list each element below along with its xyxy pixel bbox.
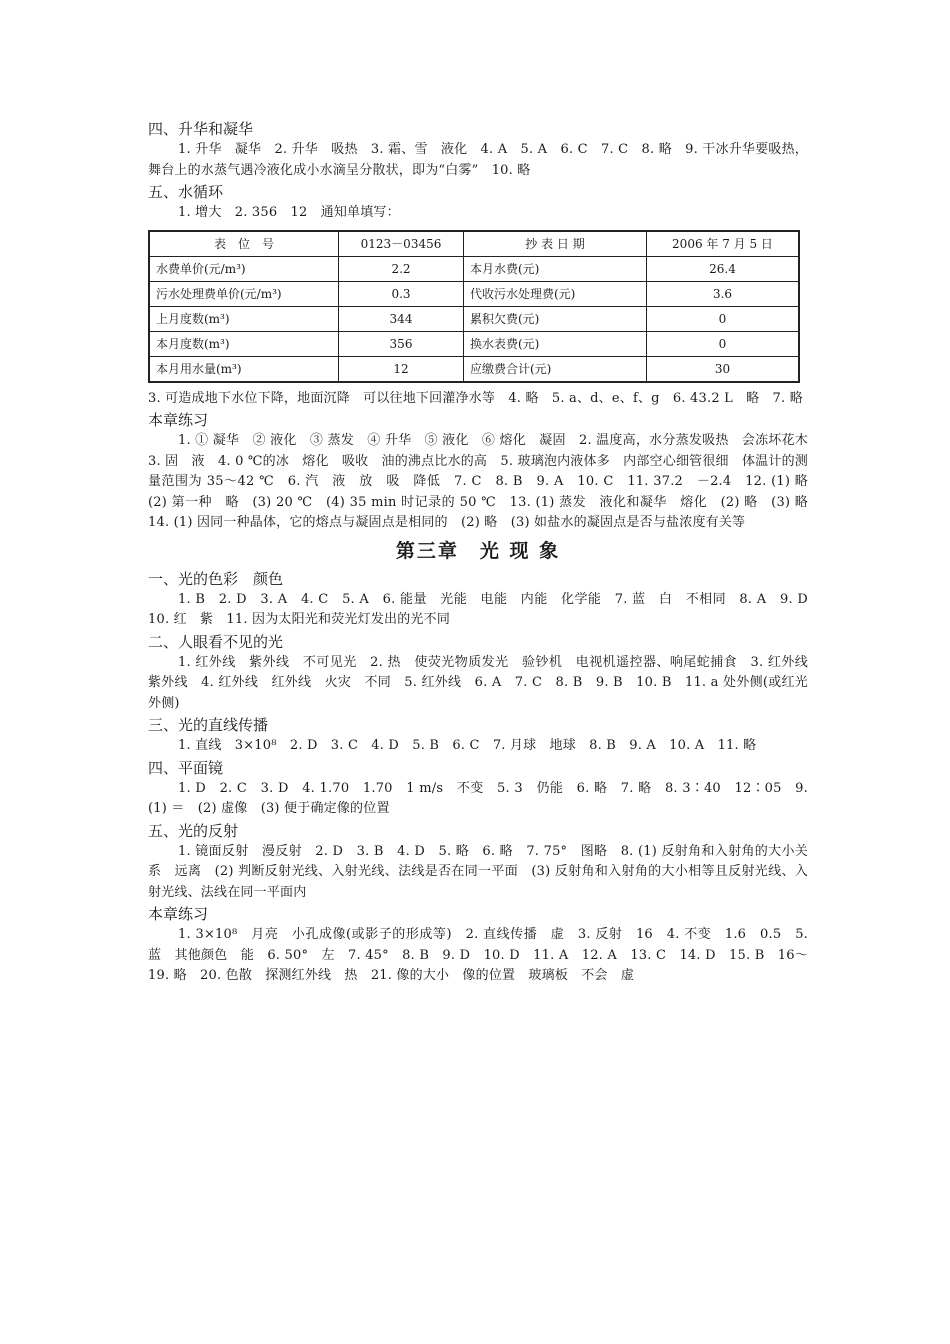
table-cell: 上月度数(m³) — [149, 306, 339, 331]
section-heading-linear-propagation: 三、光的直线传播 — [148, 716, 269, 734]
review-answers-ch2: 1. ① 凝华 ② 液化 ③ 蒸发 ④ 升华 ⑤ 液化 ⑥ 熔化 凝固 2. 温度高，水分蒸发吸热 会冻坏花木 3. 固 液 4. 0 ℃的冰 熔化 吸收 油的沸点比水的高 5. 玻璃泡内液体多 内部空心细管很细 体温计的测量范围为 35～42 ℃ 6. 汽 液 放 吸 降低 7. C 8. B 9. A 10. C 11. 37.2 －2.4 12. (1) 略 (2) 第一种 略 (3) 20 ℃ (4) 35 min 时记录的 50 ℃ 13. (1) 蒸发 液化和凝华 熔化 (2) 略 (3) 略 14. (1) 因同一种晶体，它的熔点与凝固点是相同的 (2) 略 (3) 如盐水的凝固点是否与盐浓度有关等 — [148, 433, 822, 530]
section-answers-water-cycle: 1. 增大 2. 356 12 通知单填写： — [178, 205, 400, 220]
section-heading-plane-mirror: 四、平面镜 — [148, 758, 224, 777]
table-cell: 3.6 — [647, 281, 800, 306]
section-answers-light-color: 1. B 2. D 3. A 4. C 5. A 6. 能量 光能 电能 内能 化学能 7. 蓝 白 不相同 8. A 9. D 10. 红 紫 11. 因为太阳光和荧光灯发出的光不同 — [148, 591, 822, 627]
table-cell: 2.2 — [339, 256, 464, 281]
table-row — [149, 281, 799, 306]
after-table-answers: 3. 可造成地下水位下降，地面沉降 可以往地下回灌净水等 4. 略 5. a、d、e、f、g 6. 43.2 L 略 7. 略 — [148, 390, 803, 406]
table-cell: 累积欠费(元) — [464, 306, 647, 331]
answer-page — [148, 118, 822, 987]
table-row — [149, 356, 799, 382]
table-cell: 0123－03456 — [339, 231, 464, 257]
table-cell: 本月水费(元) — [464, 256, 647, 281]
table-cell: 本月度数(m³) — [149, 331, 339, 356]
section-answers-reflection: 1. 镜面反射 漫反射 2. D 3. B 4. D 5. 略 6. 略 7. 75° 图略 8. (1) 反射角和入射角的大小关系 远离 (2) 判断反射光线、入射光线、法线是否在同一平面 (3) 反射角和入射角的大小相等且反射光线、入射光线、法线在同一平面内 — [148, 843, 808, 900]
section-answers-plane-mirror: 1. D 2. C 3. D 4. 1.70 1.70 1 m/s 不变 5. 3 仍能 6. 略 7. 略 8. 3∶40 12∶05 9. (1) ＝ (2) 虚像 (3) 便于确定像的位置 — [148, 780, 808, 816]
table-cell: 污水处理费单价(元/m³) — [149, 281, 339, 306]
table-row — [149, 256, 799, 281]
table-cell: 抄 表 日 期 — [464, 231, 647, 257]
section-answers-sublimation: 1. 升华 凝华 2. 升华 吸热 3. 霜、雪 液化 4. A 5. A 6. C 7. C 8. 略 9. 干冰升华要吸热，舞台上的水蒸气遇冷液化成小水滴呈分散状，即为“白雾” 10. 略 — [148, 142, 808, 178]
section-heading-light-color: 一、光的色彩 颜色 — [148, 569, 284, 588]
table-cell: 应缴费合计(元) — [464, 356, 647, 382]
water-bill-table — [148, 230, 800, 383]
review-heading-ch3: 本章练习 — [148, 905, 209, 923]
table-cell: 换水表费(元) — [464, 331, 647, 356]
table-cell: 2006 年 7 月 5 日 — [647, 231, 800, 257]
table-cell: 表 位 号 — [149, 231, 339, 257]
table-row — [149, 306, 799, 331]
table-cell: 30 — [647, 356, 800, 382]
table-cell: 水费单价(元/m³) — [149, 256, 339, 281]
table-cell: 代收污水处理费(元) — [464, 281, 647, 306]
section-heading-reflection: 五、光的反射 — [148, 821, 239, 840]
table-cell: 0.3 — [339, 281, 464, 306]
review-answers-ch3: 1. 3×10⁸ 月亮 小孔成像(或影子的形成等) 2. 直线传播 虚 3. 反射 16 4. 不变 1.6 0.5 5. 蓝 其他颜色 能 6. 50° 左 7. 45° 8. B 9. D 10. D 11. A 12. A 13. C 14. D 15. B 16～19. 略 20. 色散 探测红外线 热 21. 像的大小 像的位置 玻璃板 不会 虚 — [148, 927, 808, 983]
table-row — [149, 231, 799, 257]
table-row — [149, 331, 799, 356]
table-cell: 0 — [647, 306, 800, 331]
table-cell: 344 — [339, 306, 464, 331]
review-heading-ch2: 本章练习 — [148, 411, 209, 429]
table-cell: 12 — [339, 356, 464, 382]
section-heading-water-cycle: 五、水循环 — [148, 183, 224, 201]
table-cell: 本月用水量(m³) — [149, 356, 339, 382]
table-cell: 26.4 — [647, 256, 800, 281]
section-heading-invisible-light: 二、人眼看不见的光 — [148, 632, 284, 651]
chapter-title: 第三章 光 现 象 — [395, 539, 561, 562]
section-answers-linear-propagation: 1. 直线 3×10⁸ 2. D 3. C 4. D 5. B 6. C 7. 月球 地球 8. B 9. A 10. A 11. 略 — [178, 738, 757, 753]
section-answers-invisible-light: 1. 红外线 紫外线 不可见光 2. 热 使荧光物质发光 验钞机 电视机遥控器、响尾蛇捕食 3. 红外线 紫外线 4. 红外线 红外线 火灾 不同 5. 红外线 6. A 7. C 8. B 9. B 10. B 11. a 处外侧(或红光外侧) — [148, 654, 822, 711]
table-cell: 356 — [339, 331, 464, 356]
section-heading-sublimation: 四、升华和凝华 — [148, 120, 254, 138]
table-cell: 0 — [647, 331, 800, 356]
